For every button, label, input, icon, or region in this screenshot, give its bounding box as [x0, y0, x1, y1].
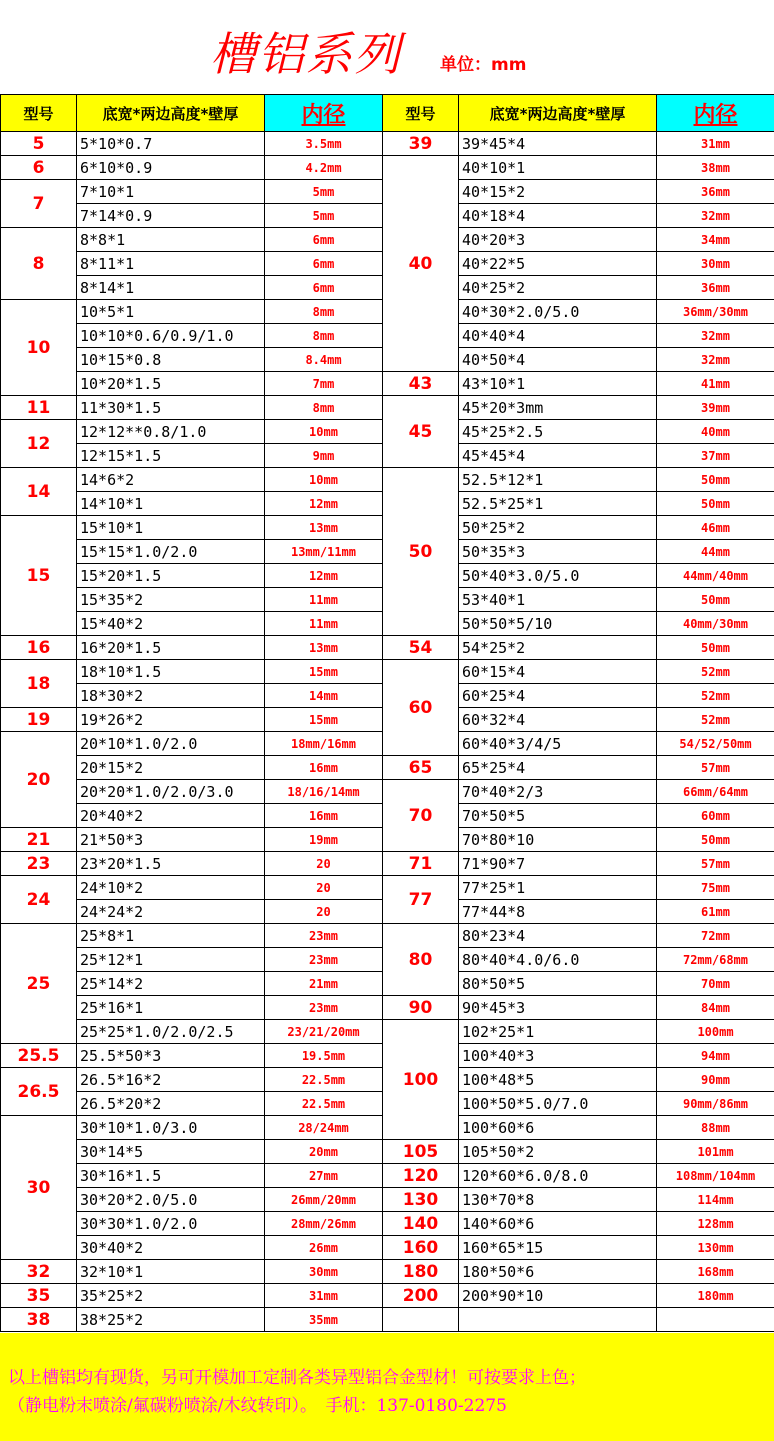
model-cell: 65 [383, 756, 459, 780]
inner-diameter-cell: 88mm [657, 1116, 774, 1140]
inner-diameter-cell: 52mm [657, 708, 774, 732]
spec-cell: 30*10*1.0/3.0 [77, 1116, 265, 1140]
inner-diameter-cell: 52mm [657, 684, 774, 708]
inner-diameter-cell: 57mm [657, 756, 774, 780]
inner-diameter-cell: 60mm [657, 804, 774, 828]
inner-diameter-cell: 11mm [265, 588, 383, 612]
model-cell: 120 [383, 1164, 459, 1188]
spec-cell: 70*50*5 [459, 804, 657, 828]
inner-diameter-cell: 108mm/104mm [657, 1164, 774, 1188]
inner-diameter-cell: 90mm/86mm [657, 1092, 774, 1116]
inner-diameter-cell: 40mm [657, 420, 774, 444]
inner-diameter-cell: 32mm [657, 324, 774, 348]
footer-line-1: 以上槽铝均有现货，另可开模加工定制各类异型铝合金型材！可按要求上色； [8, 1368, 586, 1388]
spec-cell: 70*40*2/3 [459, 780, 657, 804]
table-row [1, 372, 774, 396]
inner-diameter-cell: 9mm [265, 444, 383, 468]
spec-cell: 140*60*6 [459, 1212, 657, 1236]
inner-diameter-cell: 8mm [265, 324, 383, 348]
spec-cell: 7*10*1 [77, 180, 265, 204]
inner-diameter-cell: 8.4mm [265, 348, 383, 372]
table-row [1, 636, 774, 660]
inner-diameter-cell: 36mm [657, 276, 774, 300]
model-cell: 16 [1, 636, 77, 660]
spec-cell: 45*25*2.5 [459, 420, 657, 444]
inner-diameter-cell: 84mm [657, 996, 774, 1020]
header-spec-right: 底宽*两边高度*壁厚 [459, 95, 657, 132]
model-cell: 40 [383, 156, 459, 372]
inner-diameter-cell: 23mm [265, 924, 383, 948]
spec-cell: 14*6*2 [77, 468, 265, 492]
inner-diameter-cell: 16mm [265, 756, 383, 780]
spec-cell: 50*50*5/10 [459, 612, 657, 636]
inner-diameter-cell: 32mm [657, 348, 774, 372]
model-cell: 6 [1, 156, 77, 180]
inner-diameter-cell: 46mm [657, 516, 774, 540]
unit-label: 单位：mm [440, 55, 527, 75]
inner-diameter-cell: 26mm [265, 1236, 383, 1260]
inner-diameter-cell: 15mm [265, 708, 383, 732]
spec-cell: 30*40*2 [77, 1236, 265, 1260]
spec-cell: 100*50*5.0/7.0 [459, 1092, 657, 1116]
spec-cell: 20*10*1.0/2.0 [77, 732, 265, 756]
title-bar [0, 0, 774, 94]
spec-cell: 20*40*2 [77, 804, 265, 828]
inner-diameter-cell: 18/16/14mm [265, 780, 383, 804]
spec-cell: 15*40*2 [77, 612, 265, 636]
table-row [1, 396, 774, 420]
spec-cell: 80*40*4.0/6.0 [459, 948, 657, 972]
inner-diameter-cell: 22.5mm [265, 1092, 383, 1116]
header-row [1, 95, 774, 132]
spec-cell: 19*26*2 [77, 708, 265, 732]
model-cell: 77 [383, 876, 459, 924]
inner-diameter-cell: 13mm [265, 516, 383, 540]
model-cell: 105 [383, 1140, 459, 1164]
spec-cell: 200*90*10 [459, 1284, 657, 1308]
spec-cell: 40*25*2 [459, 276, 657, 300]
inner-diameter-cell: 20mm [265, 1140, 383, 1164]
model-cell: 19 [1, 708, 77, 732]
spec-cell: 102*25*1 [459, 1020, 657, 1044]
model-cell: 130 [383, 1188, 459, 1212]
spec-cell: 40*30*2.0/5.0 [459, 300, 657, 324]
spec-cell: 40*20*3 [459, 228, 657, 252]
spec-cell: 105*50*2 [459, 1140, 657, 1164]
spec-cell: 77*25*1 [459, 876, 657, 900]
spec-cell: 90*45*3 [459, 996, 657, 1020]
model-cell [383, 1308, 459, 1332]
table-row [1, 660, 774, 684]
spec-cell: 25*12*1 [77, 948, 265, 972]
inner-diameter-cell: 72mm/68mm [657, 948, 774, 972]
spec-cell: 25.5*50*3 [77, 1044, 265, 1068]
header-inner-left: 内径 [265, 95, 383, 132]
model-cell: 32 [1, 1260, 77, 1284]
spec-cell [459, 1308, 657, 1332]
spec-cell: 54*25*2 [459, 636, 657, 660]
spec-cell: 7*14*0.9 [77, 204, 265, 228]
spec-cell: 26.5*20*2 [77, 1092, 265, 1116]
inner-diameter-cell: 3.5mm [265, 132, 383, 156]
inner-diameter-cell: 7mm [265, 372, 383, 396]
spec-cell: 43*10*1 [459, 372, 657, 396]
model-cell: 50 [383, 468, 459, 636]
model-cell: 8 [1, 228, 77, 300]
model-cell: 30 [1, 1116, 77, 1260]
spec-cell: 180*50*6 [459, 1260, 657, 1284]
model-cell: 14 [1, 468, 77, 516]
inner-diameter-cell: 4.2mm [265, 156, 383, 180]
spec-cell: 20*15*2 [77, 756, 265, 780]
spec-cell: 30*30*1.0/2.0 [77, 1212, 265, 1236]
table-row [1, 996, 774, 1020]
spec-cell: 60*32*4 [459, 708, 657, 732]
footer-line-2: （静电粉末喷涂/氟碳粉喷涂/木纹转印）。 手机：137-0180-2275 [8, 1396, 507, 1416]
inner-diameter-cell: 20 [265, 900, 383, 924]
table-row [1, 1188, 774, 1212]
inner-diameter-cell: 31mm [265, 1284, 383, 1308]
spec-cell: 10*20*1.5 [77, 372, 265, 396]
table-row [1, 756, 774, 780]
table-row [1, 1260, 774, 1284]
spec-cell: 26.5*16*2 [77, 1068, 265, 1092]
inner-diameter-cell: 26mm/20mm [265, 1188, 383, 1212]
footer-banner [0, 1333, 774, 1441]
model-cell: 23 [1, 852, 77, 876]
inner-diameter-cell: 50mm [657, 588, 774, 612]
header-model-right: 型号 [383, 95, 459, 132]
spec-cell: 50*35*3 [459, 540, 657, 564]
spec-cell: 23*20*1.5 [77, 852, 265, 876]
model-cell: 70 [383, 780, 459, 852]
inner-diameter-cell: 8mm [265, 300, 383, 324]
inner-diameter-cell: 14mm [265, 684, 383, 708]
spec-cell: 39*45*4 [459, 132, 657, 156]
inner-diameter-cell: 13mm/11mm [265, 540, 383, 564]
spec-cell: 10*10*0.6/0.9/1.0 [77, 324, 265, 348]
inner-diameter-cell: 57mm [657, 852, 774, 876]
spec-cell: 40*50*4 [459, 348, 657, 372]
spec-cell: 80*23*4 [459, 924, 657, 948]
inner-diameter-cell: 20 [265, 852, 383, 876]
table-row [1, 1164, 774, 1188]
model-cell: 60 [383, 660, 459, 756]
spec-cell: 24*10*2 [77, 876, 265, 900]
inner-diameter-cell: 12mm [265, 564, 383, 588]
inner-diameter-cell: 20 [265, 876, 383, 900]
inner-diameter-cell: 5mm [265, 180, 383, 204]
spec-cell: 25*14*2 [77, 972, 265, 996]
spec-cell: 8*11*1 [77, 252, 265, 276]
spec-cell: 100*60*6 [459, 1116, 657, 1140]
inner-diameter-cell: 37mm [657, 444, 774, 468]
spec-cell: 130*70*8 [459, 1188, 657, 1212]
spec-cell: 65*25*4 [459, 756, 657, 780]
model-cell: 160 [383, 1236, 459, 1260]
inner-diameter-cell: 30mm [657, 252, 774, 276]
inner-diameter-cell: 41mm [657, 372, 774, 396]
inner-diameter-cell: 36mm [657, 180, 774, 204]
table-row [1, 1212, 774, 1236]
model-cell: 26.5 [1, 1068, 77, 1116]
model-cell: 18 [1, 660, 77, 708]
spec-cell: 6*10*0.9 [77, 156, 265, 180]
inner-diameter-cell: 28/24mm [265, 1116, 383, 1140]
spec-cell: 100*40*3 [459, 1044, 657, 1068]
inner-diameter-cell: 50mm [657, 468, 774, 492]
spec-cell: 10*15*0.8 [77, 348, 265, 372]
spec-cell: 11*30*1.5 [77, 396, 265, 420]
spec-cell: 50*25*2 [459, 516, 657, 540]
spec-cell: 30*20*2.0/5.0 [77, 1188, 265, 1212]
model-cell: 140 [383, 1212, 459, 1236]
spec-cell: 60*25*4 [459, 684, 657, 708]
spec-cell: 40*10*1 [459, 156, 657, 180]
header-inner-right: 内径 [657, 95, 774, 132]
model-cell: 90 [383, 996, 459, 1020]
inner-diameter-cell: 10mm [265, 468, 383, 492]
inner-diameter-cell: 54/52/50mm [657, 732, 774, 756]
model-cell: 35 [1, 1284, 77, 1308]
inner-diameter-cell: 40mm/30mm [657, 612, 774, 636]
inner-diameter-cell: 19.5mm [265, 1044, 383, 1068]
spec-cell: 25*25*1.0/2.0/2.5 [77, 1020, 265, 1044]
model-cell: 10 [1, 300, 77, 396]
inner-diameter-cell: 114mm [657, 1188, 774, 1212]
inner-diameter-cell: 75mm [657, 876, 774, 900]
spec-cell: 30*16*1.5 [77, 1164, 265, 1188]
spec-cell: 77*44*8 [459, 900, 657, 924]
inner-diameter-cell: 128mm [657, 1212, 774, 1236]
inner-diameter-cell: 38mm [657, 156, 774, 180]
table-row [1, 1140, 774, 1164]
inner-diameter-cell: 35mm [265, 1308, 383, 1332]
model-cell: 21 [1, 828, 77, 852]
inner-diameter-cell: 61mm [657, 900, 774, 924]
model-cell: 54 [383, 636, 459, 660]
page-title: 槽铝系列 [210, 27, 402, 81]
inner-diameter-cell: 50mm [657, 492, 774, 516]
inner-diameter-cell: 130mm [657, 1236, 774, 1260]
spec-cell: 45*45*4 [459, 444, 657, 468]
inner-diameter-cell: 6mm [265, 276, 383, 300]
model-cell: 20 [1, 732, 77, 828]
inner-diameter-cell: 94mm [657, 1044, 774, 1068]
spec-cell: 16*20*1.5 [77, 636, 265, 660]
spec-cell: 52.5*12*1 [459, 468, 657, 492]
spec-cell: 12*15*1.5 [77, 444, 265, 468]
inner-diameter-cell: 90mm [657, 1068, 774, 1092]
inner-diameter-cell: 11mm [265, 612, 383, 636]
table-row [1, 156, 774, 180]
inner-diameter-cell: 19mm [265, 828, 383, 852]
table-row [1, 1284, 774, 1308]
spec-cell: 40*22*5 [459, 252, 657, 276]
model-cell: 7 [1, 180, 77, 228]
spec-cell: 60*40*3/4/5 [459, 732, 657, 756]
inner-diameter-cell: 36mm/30mm [657, 300, 774, 324]
spec-cell: 50*40*3.0/5.0 [459, 564, 657, 588]
spec-cell: 30*14*5 [77, 1140, 265, 1164]
model-cell: 15 [1, 516, 77, 636]
inner-diameter-cell: 32mm [657, 204, 774, 228]
inner-diameter-cell: 28mm/26mm [265, 1212, 383, 1236]
inner-diameter-cell: 100mm [657, 1020, 774, 1044]
spec-cell: 24*24*2 [77, 900, 265, 924]
spec-cell: 15*15*1.0/2.0 [77, 540, 265, 564]
table-row [1, 1308, 774, 1332]
inner-diameter-cell: 72mm [657, 924, 774, 948]
spec-cell: 12*12**0.8/1.0 [77, 420, 265, 444]
model-cell: 180 [383, 1260, 459, 1284]
inner-diameter-cell: 34mm [657, 228, 774, 252]
inner-diameter-cell: 44mm [657, 540, 774, 564]
inner-diameter-cell: 31mm [657, 132, 774, 156]
model-cell: 43 [383, 372, 459, 396]
spec-cell: 15*10*1 [77, 516, 265, 540]
inner-diameter-cell: 52mm [657, 660, 774, 684]
spec-cell: 45*20*3mm [459, 396, 657, 420]
spec-cell: 15*35*2 [77, 588, 265, 612]
spec-cell: 10*5*1 [77, 300, 265, 324]
inner-diameter-cell: 101mm [657, 1140, 774, 1164]
model-cell: 25 [1, 924, 77, 1044]
inner-diameter-cell: 15mm [265, 660, 383, 684]
model-cell: 45 [383, 396, 459, 468]
inner-diameter-cell [657, 1308, 774, 1332]
model-cell: 39 [383, 132, 459, 156]
inner-diameter-cell: 8mm [265, 396, 383, 420]
inner-diameter-cell: 13mm [265, 636, 383, 660]
spec-cell: 14*10*1 [77, 492, 265, 516]
model-cell: 12 [1, 420, 77, 468]
inner-diameter-cell: 18mm/16mm [265, 732, 383, 756]
model-cell: 38 [1, 1308, 77, 1332]
table-row [1, 1020, 774, 1044]
spec-cell: 20*20*1.0/2.0/3.0 [77, 780, 265, 804]
inner-diameter-cell: 10mm [265, 420, 383, 444]
spec-cell: 5*10*0.7 [77, 132, 265, 156]
spec-cell: 53*40*1 [459, 588, 657, 612]
model-cell: 80 [383, 924, 459, 996]
table-row [1, 780, 774, 804]
inner-diameter-cell: 50mm [657, 828, 774, 852]
header-model-left: 型号 [1, 95, 77, 132]
inner-diameter-cell: 66mm/64mm [657, 780, 774, 804]
model-cell: 200 [383, 1284, 459, 1308]
spec-cell: 40*40*4 [459, 324, 657, 348]
model-cell: 11 [1, 396, 77, 420]
inner-diameter-cell: 12mm [265, 492, 383, 516]
table-row [1, 132, 774, 156]
inner-diameter-cell: 23mm [265, 996, 383, 1020]
inner-diameter-cell: 6mm [265, 228, 383, 252]
spec-cell: 100*48*5 [459, 1068, 657, 1092]
table-row [1, 468, 774, 492]
inner-diameter-cell: 16mm [265, 804, 383, 828]
model-cell: 24 [1, 876, 77, 924]
spec-cell: 35*25*2 [77, 1284, 265, 1308]
spec-cell: 8*8*1 [77, 228, 265, 252]
spec-cell: 8*14*1 [77, 276, 265, 300]
spec-cell: 25*16*1 [77, 996, 265, 1020]
table-row [1, 876, 774, 900]
spec-cell: 25*8*1 [77, 924, 265, 948]
spec-cell: 160*65*15 [459, 1236, 657, 1260]
table-row [1, 924, 774, 948]
inner-diameter-cell: 180mm [657, 1284, 774, 1308]
model-cell: 5 [1, 132, 77, 156]
inner-diameter-cell: 23mm [265, 948, 383, 972]
model-cell: 71 [383, 852, 459, 876]
inner-diameter-cell: 23/21/20mm [265, 1020, 383, 1044]
model-cell: 100 [383, 1020, 459, 1140]
channel-aluminum-table [0, 94, 774, 1332]
spec-cell: 18*10*1.5 [77, 660, 265, 684]
inner-diameter-cell: 168mm [657, 1260, 774, 1284]
spec-cell: 32*10*1 [77, 1260, 265, 1284]
table-row [1, 852, 774, 876]
inner-diameter-cell: 27mm [265, 1164, 383, 1188]
model-cell: 25.5 [1, 1044, 77, 1068]
spec-cell: 52.5*25*1 [459, 492, 657, 516]
spec-cell: 38*25*2 [77, 1308, 265, 1332]
spec-cell: 70*80*10 [459, 828, 657, 852]
inner-diameter-cell: 22.5mm [265, 1068, 383, 1092]
spec-cell: 120*60*6.0/8.0 [459, 1164, 657, 1188]
inner-diameter-cell: 6mm [265, 252, 383, 276]
spec-cell: 18*30*2 [77, 684, 265, 708]
inner-diameter-cell: 21mm [265, 972, 383, 996]
inner-diameter-cell: 39mm [657, 396, 774, 420]
spec-cell: 21*50*3 [77, 828, 265, 852]
spec-cell: 60*15*4 [459, 660, 657, 684]
spec-cell: 40*18*4 [459, 204, 657, 228]
inner-diameter-cell: 50mm [657, 636, 774, 660]
spec-cell: 40*15*2 [459, 180, 657, 204]
table-row [1, 1236, 774, 1260]
inner-diameter-cell: 44mm/40mm [657, 564, 774, 588]
spec-cell: 15*20*1.5 [77, 564, 265, 588]
header-spec-left: 底宽*两边高度*壁厚 [77, 95, 265, 132]
inner-diameter-cell: 5mm [265, 204, 383, 228]
spec-cell: 71*90*7 [459, 852, 657, 876]
inner-diameter-cell: 30mm [265, 1260, 383, 1284]
inner-diameter-cell: 70mm [657, 972, 774, 996]
spec-cell: 80*50*5 [459, 972, 657, 996]
